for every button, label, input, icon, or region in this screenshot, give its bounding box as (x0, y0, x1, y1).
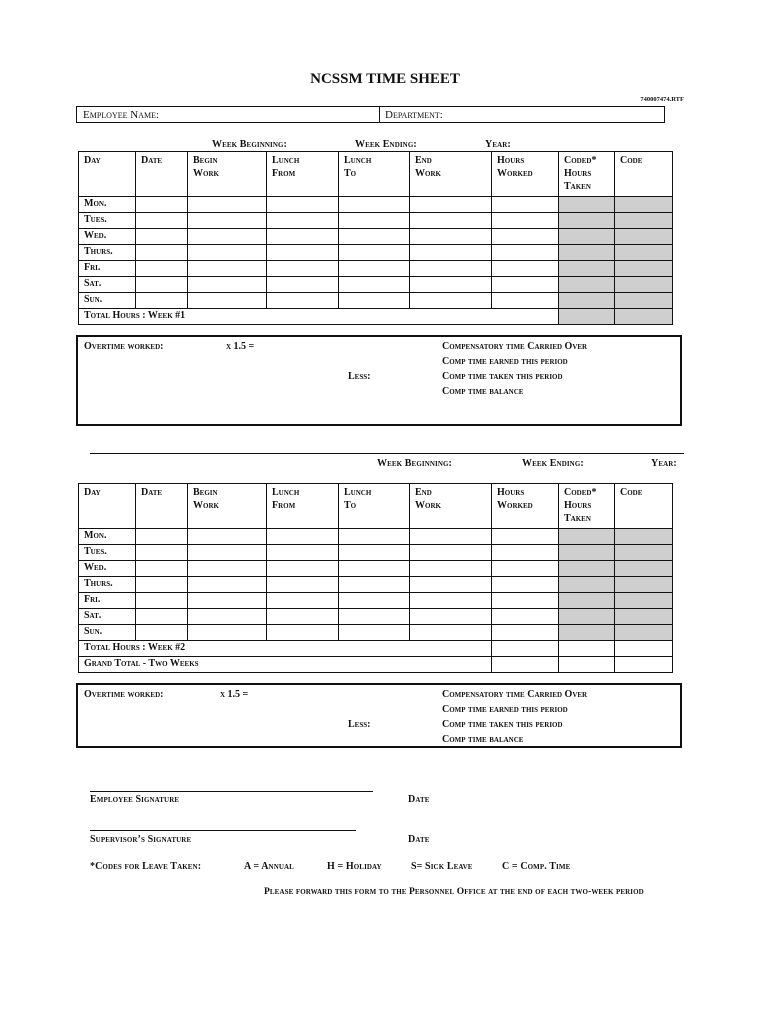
week2-beginning-label[interactable]: Week Beginning: (377, 458, 452, 469)
comp-balance-label[interactable]: Comp time balance (442, 734, 524, 745)
comp-balance-label[interactable]: Comp time balance (442, 386, 524, 397)
col-begin-work: Begin Work (188, 484, 267, 529)
code-sick: S= Sick Leave (411, 861, 473, 872)
overtime-box-week1 (76, 335, 682, 426)
col-end-work: End Work (410, 484, 492, 529)
day-label: Thurs. (79, 577, 136, 593)
form-code: 740007474.RTF (640, 96, 684, 103)
col-date: Date (136, 152, 188, 197)
col-begin-work: Begin Work (188, 152, 267, 197)
overtime-multiplier: x 1.5 = (226, 341, 255, 352)
day-label: Tues. (79, 213, 136, 229)
department-label[interactable]: Department: (385, 109, 443, 121)
col-coded-hours: Coded* Hours Taken (559, 484, 615, 529)
overtime-multiplier: x 1.5 = (220, 689, 249, 700)
day-label: Wed. (79, 229, 136, 245)
table-row (79, 261, 673, 277)
employee-info-box (76, 106, 665, 123)
col-hours-worked: Hours Worked (492, 484, 559, 529)
day-label: Sat. (79, 277, 136, 293)
col-day: Day (79, 152, 136, 197)
table-row (79, 245, 673, 261)
comp-carried-label[interactable]: Compensatory time Carried Over (442, 341, 588, 352)
day-label: Sat. (79, 609, 136, 625)
comp-earned-label[interactable]: Comp time earned this period (442, 356, 568, 367)
divider (90, 453, 684, 454)
less-label: Less: (348, 719, 371, 730)
day-label: Sun. (79, 625, 136, 641)
week1-time-table (78, 151, 673, 325)
page-title: NCSSM TIME SHEET (310, 71, 460, 87)
col-lunch-from: Lunch From (267, 484, 339, 529)
table-row (79, 545, 673, 561)
col-coded-hours: Coded* Hours Taken (559, 152, 615, 197)
col-date: Date (136, 484, 188, 529)
less-label: Less: (348, 371, 371, 382)
comp-taken-label[interactable]: Comp time taken this period (442, 719, 563, 730)
week2-total-label: Total Hours : Week #2 (79, 641, 492, 657)
week2-time-table (78, 483, 673, 673)
week1-ending-label[interactable]: Week Ending: (355, 139, 417, 150)
overtime-label[interactable]: Overtime worked: (84, 341, 164, 352)
footer-note: Please forward this form to the Personnel Office at the end of each two-week period (264, 887, 644, 897)
comp-earned-label[interactable]: Comp time earned this period (442, 704, 568, 715)
table-row (79, 529, 673, 545)
col-end-work: End Work (410, 152, 492, 197)
overtime-box-week2 (76, 683, 682, 748)
grand-total-label: Grand Total - Two Weeks (79, 657, 492, 673)
table-row (79, 577, 673, 593)
table-row (79, 277, 673, 293)
employee-signature-line[interactable] (90, 791, 373, 792)
col-hours-worked: Hours Worked (492, 152, 559, 197)
col-code: Code (615, 152, 673, 197)
employee-signature-label: Employee Signature (90, 794, 180, 805)
table-row (79, 609, 673, 625)
table-row (79, 593, 673, 609)
table-row (79, 293, 673, 309)
code-holiday: H = Holiday (327, 861, 382, 872)
total-row (79, 309, 673, 325)
col-code: Code (615, 484, 673, 529)
day-label: Tues. (79, 545, 136, 561)
comp-carried-label[interactable]: Compensatory time Carried Over (442, 689, 588, 700)
day-label: Fri. (79, 593, 136, 609)
supervisor-signature-line[interactable] (90, 830, 356, 831)
week1-beginning-label[interactable]: Week Beginning: (212, 139, 287, 150)
comp-taken-label[interactable]: Comp time taken this period (442, 371, 563, 382)
day-label: Thurs. (79, 245, 136, 261)
supervisor-date-label: Date (408, 834, 430, 845)
table-header-row (79, 152, 673, 197)
grand-total-row (79, 657, 673, 673)
code-annual: A = Annual (244, 861, 294, 872)
week1-total-label: Total Hours : Week #1 (79, 309, 559, 325)
table-row (79, 197, 673, 213)
supervisor-signature-label: Supervisor’s Signature (90, 834, 192, 845)
employee-date-label: Date (408, 794, 430, 805)
table-row (79, 625, 673, 641)
week2-year-label[interactable]: Year: (651, 458, 677, 469)
table-row (79, 561, 673, 577)
week2-ending-label[interactable]: Week Ending: (522, 458, 584, 469)
day-label: Sun. (79, 293, 136, 309)
total-row (79, 641, 673, 657)
day-label: Mon. (79, 197, 136, 213)
overtime-label[interactable]: Overtime worked: (84, 689, 164, 700)
col-day: Day (79, 484, 136, 529)
col-lunch-from: Lunch From (267, 152, 339, 197)
table-row (79, 213, 673, 229)
code-comp: C = Comp. Time (502, 861, 571, 872)
col-lunch-to: Lunch To (339, 484, 410, 529)
table-row (79, 229, 673, 245)
codes-label: *Codes for Leave Taken: (90, 861, 202, 872)
day-label: Fri. (79, 261, 136, 277)
col-lunch-to: Lunch To (339, 152, 410, 197)
day-label: Mon. (79, 529, 136, 545)
employee-name-label[interactable]: Employee Name: (83, 109, 160, 121)
day-label: Wed. (79, 561, 136, 577)
table-header-row (79, 484, 673, 529)
week1-year-label[interactable]: Year: (485, 139, 511, 150)
